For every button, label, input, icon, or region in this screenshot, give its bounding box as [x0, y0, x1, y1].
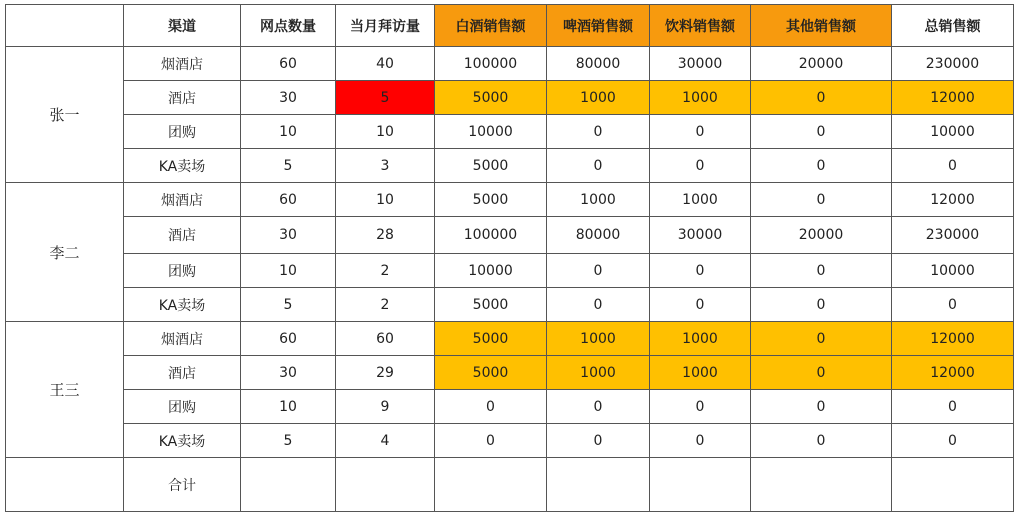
total-row-empty	[6, 458, 124, 512]
visits-cell: 10	[336, 183, 435, 217]
outlets-cell: 10	[241, 254, 336, 288]
outlets-cell: 5	[241, 288, 336, 322]
outlets-cell: 30	[241, 356, 336, 390]
baijiu-cell: 0	[435, 424, 547, 458]
outlets-cell: 60	[241, 47, 336, 81]
total-cell: 12000	[892, 81, 1014, 115]
beer-cell: 0	[547, 390, 650, 424]
total-row	[6, 458, 1014, 512]
header-outlets: 网点数量	[241, 5, 336, 47]
drinks-cell: 30000	[650, 217, 751, 254]
baijiu-cell: 5000	[435, 81, 547, 115]
visits-cell: 29	[336, 356, 435, 390]
total-cell: 12000	[892, 322, 1014, 356]
table-row	[6, 356, 1014, 390]
outlets-cell: 5	[241, 149, 336, 183]
channel-cell: 酒店	[124, 217, 241, 254]
beer-cell: 0	[547, 149, 650, 183]
channel-cell: KA卖场	[124, 288, 241, 322]
channel-cell: 酒店	[124, 356, 241, 390]
outlets-cell: 10	[241, 390, 336, 424]
table-row	[6, 322, 1014, 356]
total-other-cell	[751, 458, 892, 512]
drinks-cell: 30000	[650, 47, 751, 81]
total-drinks-cell	[650, 458, 751, 512]
total-total-cell	[892, 458, 1014, 512]
beer-cell: 1000	[547, 356, 650, 390]
other-cell: 0	[751, 322, 892, 356]
table-row	[6, 81, 1014, 115]
total-cell: 0	[892, 149, 1014, 183]
outlets-cell: 30	[241, 217, 336, 254]
beer-cell: 1000	[547, 322, 650, 356]
baijiu-cell: 5000	[435, 356, 547, 390]
baijiu-cell: 100000	[435, 47, 547, 81]
channel-cell: 酒店	[124, 81, 241, 115]
visits-cell: 4	[336, 424, 435, 458]
person-name: 李二	[6, 183, 124, 322]
header-empty	[6, 5, 124, 47]
other-cell: 0	[751, 288, 892, 322]
header-baijiu-sales: 白酒销售额	[435, 5, 547, 47]
baijiu-cell: 5000	[435, 288, 547, 322]
other-cell: 0	[751, 149, 892, 183]
beer-cell: 0	[547, 254, 650, 288]
drinks-cell: 0	[650, 390, 751, 424]
total-cell: 10000	[892, 254, 1014, 288]
total-cell: 12000	[892, 183, 1014, 217]
outlets-cell: 10	[241, 115, 336, 149]
drinks-cell: 0	[650, 288, 751, 322]
baijiu-cell: 5000	[435, 183, 547, 217]
baijiu-cell: 10000	[435, 115, 547, 149]
drinks-cell: 1000	[650, 81, 751, 115]
person-name: 张一	[6, 47, 124, 183]
other-cell: 0	[751, 390, 892, 424]
baijiu-cell: 5000	[435, 149, 547, 183]
total-cell: 12000	[892, 356, 1014, 390]
table-row	[6, 254, 1014, 288]
total-beer-cell	[547, 458, 650, 512]
other-cell: 0	[751, 81, 892, 115]
beer-cell: 80000	[547, 217, 650, 254]
visits-cell: 40	[336, 47, 435, 81]
visits-cell: 9	[336, 390, 435, 424]
other-cell: 0	[751, 356, 892, 390]
table-row	[6, 149, 1014, 183]
total-outlets-cell	[241, 458, 336, 512]
channel-cell: KA卖场	[124, 149, 241, 183]
channel-cell: 烟酒店	[124, 183, 241, 217]
table-row	[6, 183, 1014, 217]
total-cell: 230000	[892, 47, 1014, 81]
beer-cell: 0	[547, 115, 650, 149]
other-cell: 20000	[751, 47, 892, 81]
total-cell: 0	[892, 424, 1014, 458]
baijiu-cell: 5000	[435, 322, 547, 356]
table-row	[6, 47, 1014, 81]
total-baijiu-cell	[435, 458, 547, 512]
other-cell: 0	[751, 115, 892, 149]
table-row	[6, 217, 1014, 254]
drinks-cell: 1000	[650, 356, 751, 390]
drinks-cell: 1000	[650, 322, 751, 356]
visits-cell: 60	[336, 322, 435, 356]
channel-cell: 烟酒店	[124, 322, 241, 356]
other-cell: 0	[751, 254, 892, 288]
other-cell: 0	[751, 424, 892, 458]
sales-table	[5, 4, 1014, 512]
baijiu-cell: 100000	[435, 217, 547, 254]
other-cell: 0	[751, 183, 892, 217]
channel-cell: 烟酒店	[124, 47, 241, 81]
table-row	[6, 424, 1014, 458]
channel-cell: KA卖场	[124, 424, 241, 458]
header-drinks-sales: 饮料销售额	[650, 5, 751, 47]
total-cell: 10000	[892, 115, 1014, 149]
outlets-cell: 30	[241, 81, 336, 115]
visits-cell-alert: 5	[336, 81, 435, 115]
total-label: 合计	[124, 458, 241, 512]
header-beer-sales: 啤酒销售额	[547, 5, 650, 47]
baijiu-cell: 10000	[435, 254, 547, 288]
other-cell: 20000	[751, 217, 892, 254]
beer-cell: 1000	[547, 183, 650, 217]
header-channel: 渠道	[124, 5, 241, 47]
beer-cell: 0	[547, 288, 650, 322]
header-other-sales: 其他销售额	[751, 5, 892, 47]
table-row	[6, 288, 1014, 322]
total-cell: 0	[892, 390, 1014, 424]
header-total-sales: 总销售额	[892, 5, 1014, 47]
drinks-cell: 1000	[650, 183, 751, 217]
visits-cell: 2	[336, 254, 435, 288]
outlets-cell: 60	[241, 322, 336, 356]
channel-cell: 团购	[124, 390, 241, 424]
beer-cell: 0	[547, 424, 650, 458]
total-cell: 0	[892, 288, 1014, 322]
visits-cell: 28	[336, 217, 435, 254]
drinks-cell: 0	[650, 115, 751, 149]
drinks-cell: 0	[650, 254, 751, 288]
drinks-cell: 0	[650, 149, 751, 183]
total-cell: 230000	[892, 217, 1014, 254]
visits-cell: 3	[336, 149, 435, 183]
beer-cell: 80000	[547, 47, 650, 81]
table-row	[6, 390, 1014, 424]
total-visits-cell	[336, 458, 435, 512]
outlets-cell: 5	[241, 424, 336, 458]
outlets-cell: 60	[241, 183, 336, 217]
drinks-cell: 0	[650, 424, 751, 458]
header-row	[6, 5, 1014, 47]
channel-cell: 团购	[124, 254, 241, 288]
visits-cell: 10	[336, 115, 435, 149]
person-name: 王三	[6, 322, 124, 458]
channel-cell: 团购	[124, 115, 241, 149]
visits-cell: 2	[336, 288, 435, 322]
header-visits: 当月拜访量	[336, 5, 435, 47]
beer-cell: 1000	[547, 81, 650, 115]
table-row	[6, 115, 1014, 149]
baijiu-cell: 0	[435, 390, 547, 424]
